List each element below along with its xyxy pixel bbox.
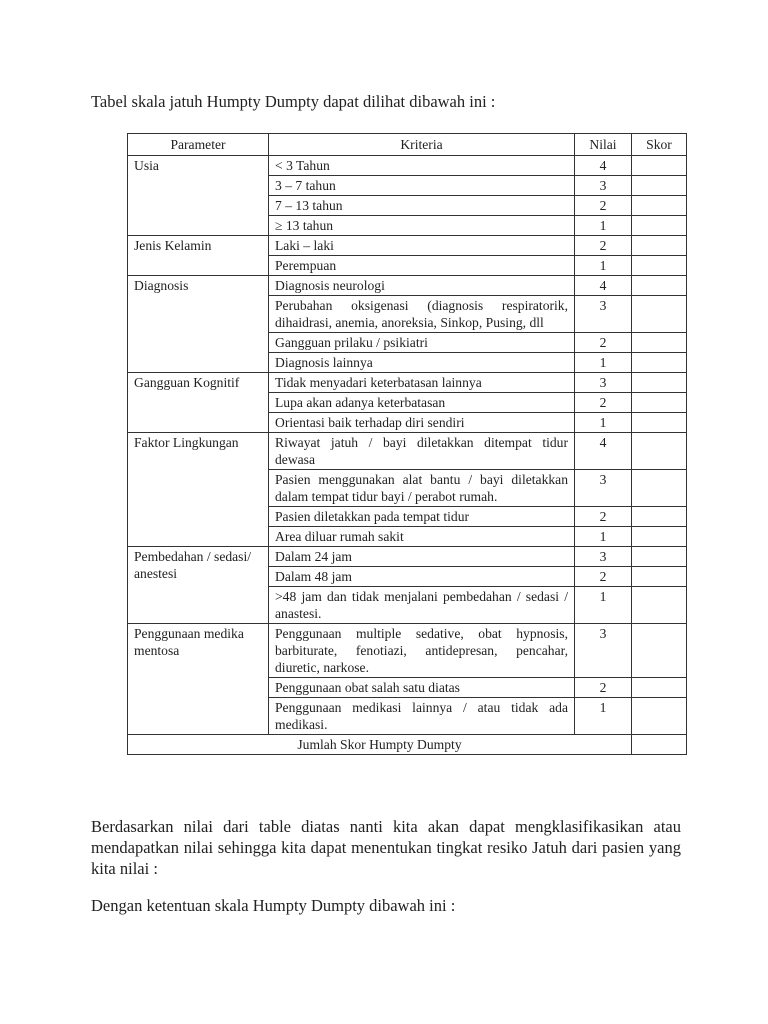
kriteria-cell: Penggunaan multiple sedative, obat hypnosis, barbiturate, fenotiazi, antidepresan, pencahar, diuretic, narkose. bbox=[269, 624, 575, 678]
nilai-cell: 3 bbox=[575, 470, 632, 507]
table-row bbox=[128, 276, 687, 296]
paragraph-classification: Berdasarkan nilai dari table diatas nanti kita akan dapat mengklasifikasikan atau mendapatkan nilai sehingga kita dapat menentukan tingkat resiko Jatuh dari pasien yang kita nilai : bbox=[91, 817, 681, 878]
skor-input-cell[interactable] bbox=[632, 624, 687, 678]
nilai-cell: 3 bbox=[575, 624, 632, 678]
kriteria-cell: Dalam 24 jam bbox=[269, 547, 575, 567]
nilai-cell: 3 bbox=[575, 296, 632, 333]
table-body bbox=[128, 156, 687, 735]
nilai-cell: 2 bbox=[575, 678, 632, 698]
header-parameter: Parameter bbox=[128, 134, 269, 156]
kriteria-cell: ≥ 13 tahun bbox=[269, 216, 575, 236]
intro-text: Tabel skala jatuh Humpty Dumpty dapat dilihat dibawah ini : bbox=[91, 92, 496, 111]
skor-input-cell[interactable] bbox=[632, 156, 687, 176]
header-skor: Skor bbox=[632, 134, 687, 156]
kriteria-cell: Pasien diletakkan pada tempat tidur bbox=[269, 507, 575, 527]
kriteria-cell: Perubahan oksigenasi (diagnosis respiratorik, dihaidrasi, anemia, anoreksia, Sinkop, Pusing, dll bbox=[269, 296, 575, 333]
nilai-cell: 3 bbox=[575, 547, 632, 567]
nilai-cell: 3 bbox=[575, 176, 632, 196]
nilai-cell: 4 bbox=[575, 156, 632, 176]
table-header-row bbox=[128, 134, 687, 156]
kriteria-cell: Dalam 48 jam bbox=[269, 567, 575, 587]
kriteria-cell: Gangguan prilaku / psikiatri bbox=[269, 333, 575, 353]
skor-input-cell[interactable] bbox=[632, 276, 687, 296]
skor-input-cell[interactable] bbox=[632, 236, 687, 256]
skor-input-cell[interactable] bbox=[632, 393, 687, 413]
parameter-cell: Gangguan Kognitif bbox=[128, 373, 269, 433]
skor-input-cell[interactable] bbox=[632, 698, 687, 735]
total-label: Jumlah Skor Humpty Dumpty bbox=[128, 735, 632, 755]
skor-input-cell[interactable] bbox=[632, 196, 687, 216]
skor-input-cell[interactable] bbox=[632, 527, 687, 547]
total-row bbox=[128, 735, 687, 755]
nilai-cell: 4 bbox=[575, 433, 632, 470]
skor-input-cell[interactable] bbox=[632, 353, 687, 373]
table-row bbox=[128, 624, 687, 678]
kriteria-cell: Orientasi baik terhadap diri sendiri bbox=[269, 413, 575, 433]
skor-input-cell[interactable] bbox=[632, 296, 687, 333]
skor-input-cell[interactable] bbox=[632, 470, 687, 507]
kriteria-cell: >48 jam dan tidak menjalani pembedahan / sedasi / anastesi. bbox=[269, 587, 575, 624]
parameter-cell: Diagnosis bbox=[128, 276, 269, 373]
kriteria-cell: Pasien menggunakan alat bantu / bayi diletakkan dalam tempat tidur bayi / perabot rumah. bbox=[269, 470, 575, 507]
nilai-cell: 1 bbox=[575, 413, 632, 433]
paragraph-scale: Dengan ketentuan skala Humpty Dumpty dibawah ini : bbox=[91, 896, 456, 915]
parameter-cell: Jenis Kelamin bbox=[128, 236, 269, 276]
parameter-cell: Usia bbox=[128, 156, 269, 236]
kriteria-cell: < 3 Tahun bbox=[269, 156, 575, 176]
kriteria-cell: Area diluar rumah sakit bbox=[269, 527, 575, 547]
nilai-cell: 2 bbox=[575, 393, 632, 413]
kriteria-cell: Riwayat jatuh / bayi diletakkan ditempat tidur dewasa bbox=[269, 433, 575, 470]
nilai-cell: 2 bbox=[575, 236, 632, 256]
parameter-cell: Faktor Lingkungan bbox=[128, 433, 269, 547]
kriteria-cell: Diagnosis neurologi bbox=[269, 276, 575, 296]
nilai-cell: 1 bbox=[575, 587, 632, 624]
humpty-dumpty-table bbox=[127, 133, 687, 755]
table-row bbox=[128, 373, 687, 393]
nilai-cell: 4 bbox=[575, 276, 632, 296]
skor-input-cell[interactable] bbox=[632, 176, 687, 196]
skor-input-cell[interactable] bbox=[632, 567, 687, 587]
table-row bbox=[128, 433, 687, 470]
table-row bbox=[128, 236, 687, 256]
nilai-cell: 2 bbox=[575, 196, 632, 216]
kriteria-cell: Laki – laki bbox=[269, 236, 575, 256]
kriteria-cell: Perempuan bbox=[269, 256, 575, 276]
kriteria-cell: Penggunaan obat salah satu diatas bbox=[269, 678, 575, 698]
total-skor-cell bbox=[632, 735, 687, 755]
nilai-cell: 2 bbox=[575, 333, 632, 353]
skor-input-cell[interactable] bbox=[632, 507, 687, 527]
skor-input-cell[interactable] bbox=[632, 413, 687, 433]
kriteria-cell: Tidak menyadari keterbatasan lainnya bbox=[269, 373, 575, 393]
table-row bbox=[128, 156, 687, 176]
nilai-cell: 1 bbox=[575, 216, 632, 236]
nilai-cell: 1 bbox=[575, 527, 632, 547]
kriteria-cell: 3 – 7 tahun bbox=[269, 176, 575, 196]
header-nilai: Nilai bbox=[575, 134, 632, 156]
nilai-cell: 1 bbox=[575, 353, 632, 373]
skor-input-cell[interactable] bbox=[632, 216, 687, 236]
parameter-cell: Penggunaan medika mentosa bbox=[128, 624, 269, 735]
nilai-cell: 1 bbox=[575, 698, 632, 735]
skor-input-cell[interactable] bbox=[632, 433, 687, 470]
kriteria-cell: Diagnosis lainnya bbox=[269, 353, 575, 373]
nilai-cell: 2 bbox=[575, 507, 632, 527]
kriteria-cell: 7 – 13 tahun bbox=[269, 196, 575, 216]
kriteria-cell: Lupa akan adanya keterbatasan bbox=[269, 393, 575, 413]
kriteria-cell: Penggunaan medikasi lainnya / atau tidak ada medikasi. bbox=[269, 698, 575, 735]
nilai-cell: 3 bbox=[575, 373, 632, 393]
skor-input-cell[interactable] bbox=[632, 256, 687, 276]
skor-input-cell[interactable] bbox=[632, 678, 687, 698]
skor-input-cell[interactable] bbox=[632, 587, 687, 624]
table-row bbox=[128, 547, 687, 567]
skor-input-cell[interactable] bbox=[632, 547, 687, 567]
skor-input-cell[interactable] bbox=[632, 373, 687, 393]
nilai-cell: 2 bbox=[575, 567, 632, 587]
header-kriteria: Kriteria bbox=[269, 134, 575, 156]
nilai-cell: 1 bbox=[575, 256, 632, 276]
parameter-cell: Pembedahan / sedasi/ anestesi bbox=[128, 547, 269, 624]
skor-input-cell[interactable] bbox=[632, 333, 687, 353]
